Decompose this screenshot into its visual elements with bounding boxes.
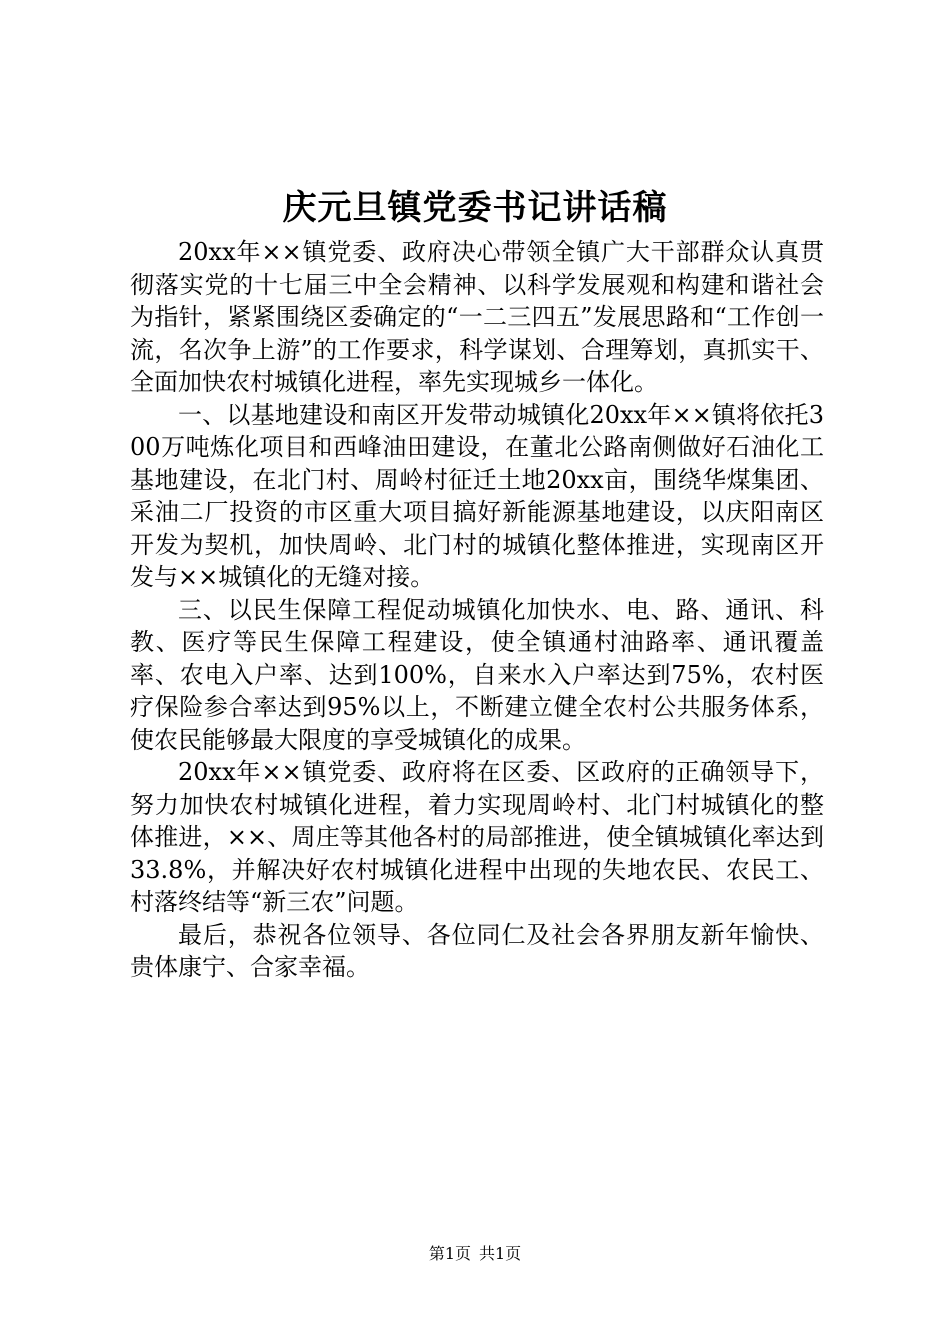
- paragraph-intro: 20xx年××镇党委、政府决心带领全镇广大干部群众认真贯彻落实党的十七届三中全会精神、以科学发展观和构建和谐社会为指针，紧紧围绕区委确定的“一二三四五”发展思路和“工作创一流，名次争上游”的工作要求，科学谋划、合理筹划，真抓实干、全面加快农村城镇化进程，率先实现城乡一体化。: [130, 238, 824, 396]
- paragraph-livelihood: 三、以民生保障工程促动城镇化加快水、电、路、通讯、科教、医疗等民生保障工程建设，使全镇通村油路率、通讯覆盖率、农电入户率、达到100%，自来水入户率达到75%，农村医疗保险参合率达到95%以上，不断建立健全农村公共服务体系，使农民能够最大限度的享受城镇化的成果。: [130, 595, 824, 754]
- paragraph-closing: 最后，恭祝各位领导、各位同仁及社会各界朋友新年愉快、贵体康宁、合家幸福。: [130, 920, 824, 981]
- paragraph-outlook: 20xx年××镇党委、政府将在区委、区政府的正确领导下，努力加快农村城镇化进程，着力实现周岭村、北门村城镇化的整体推进，××、周庄等其他各村的局部推进，使全镇城镇化率达到33.8%，并解决好农村城镇化进程中出现的失地农民、农民工、村落终结等“新三农”问题。: [130, 758, 824, 916]
- document-title: 庆元旦镇党委书记讲话稿: [282, 188, 668, 228]
- page-footer: [0, 1243, 950, 1265]
- page-total: 共1页: [479, 1244, 522, 1263]
- page-number: 第1页: [428, 1244, 471, 1263]
- document-body: [130, 236, 824, 984]
- paragraph-base-construction: 一、以基地建设和南区开发带动城镇化20xx年××镇将依托300万吨炼化项目和西峰油田建设，在董北公路南侧做好石油化工基地建设，在北门村、周岭村征迁土地20xx亩，围绕华煤集团、采油二厂投资的市区重大项目搞好新能源基地建设，以庆阳南区开发为契机，加快周岭、北门村的城镇化整体推进，实现南区开发与××城镇化的无缝对接。: [130, 400, 824, 591]
